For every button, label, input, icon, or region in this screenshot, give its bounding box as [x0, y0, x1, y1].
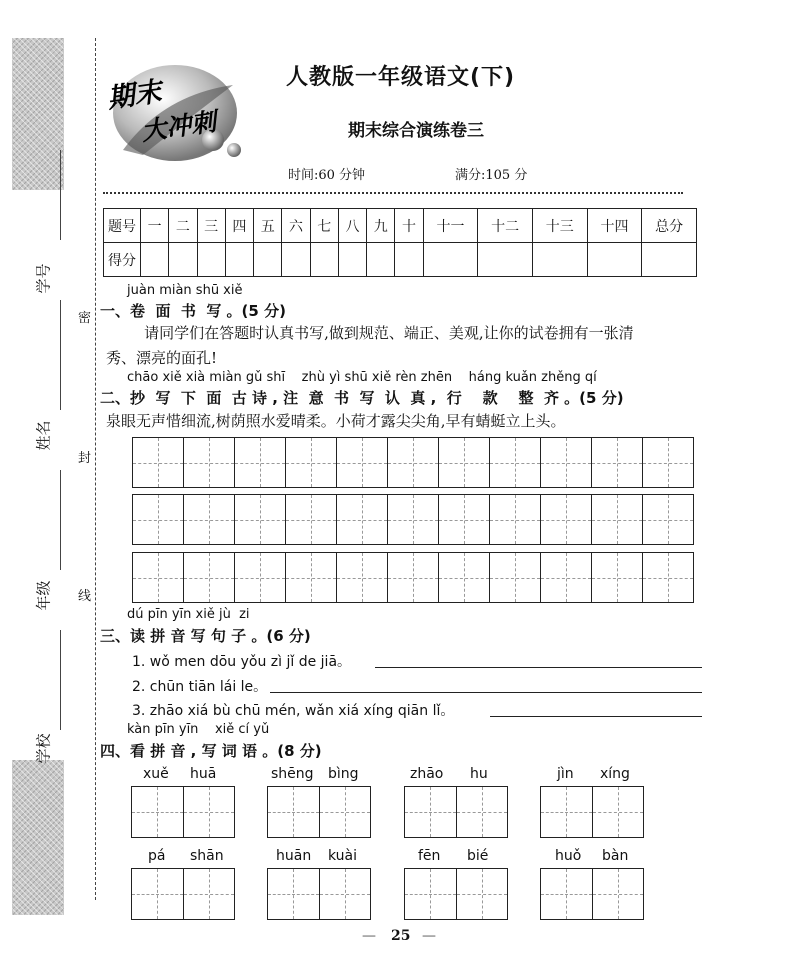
copy-grid-cell[interactable] [337, 553, 388, 602]
score-table-header-cell: 四 [225, 209, 253, 243]
copy-grid-row-1[interactable] [132, 437, 694, 488]
score-table-header-cell: 八 [338, 209, 366, 243]
copy-grid-cell[interactable] [541, 553, 592, 602]
word-box[interactable] [267, 868, 371, 920]
copy-grid-cell[interactable] [643, 553, 693, 602]
word-box[interactable] [540, 868, 644, 920]
grade-label: 年级 [34, 580, 53, 611]
word-pinyin: huān [276, 848, 312, 864]
copy-grid-cell[interactable] [337, 495, 388, 544]
word-pinyin: huǒ [555, 848, 582, 864]
score-input-cell[interactable] [282, 243, 310, 277]
score-table-score-label: 得分 [104, 243, 141, 277]
word-box[interactable] [404, 868, 508, 920]
s3-heading: 三、读 拼 音 写 句 子 。(6 分) [100, 627, 311, 645]
copy-grid-cell[interactable] [643, 495, 693, 544]
s3-answer-line-3[interactable] [490, 716, 702, 717]
word-cell[interactable] [405, 787, 457, 837]
exam-full-score: 满分:105 分 [455, 168, 528, 183]
copy-grid-cell[interactable] [286, 553, 337, 602]
sidebar-field-line [60, 150, 61, 240]
page-subtitle: 期末综合演练卷三 [348, 121, 484, 141]
score-input-cell[interactable] [423, 243, 478, 277]
copy-grid-cell[interactable] [286, 495, 337, 544]
score-table-header-cell: 总分 [642, 209, 697, 243]
word-pinyin: jìn [557, 766, 574, 782]
logo-text-line1: 期末 [105, 76, 164, 115]
score-table-header-cell: 十一 [423, 209, 478, 243]
score-input-cell[interactable] [141, 243, 169, 277]
score-table-header-cell: 十三 [532, 209, 587, 243]
copy-grid-cell[interactable] [388, 553, 439, 602]
word-cell[interactable] [405, 869, 457, 919]
copy-grid-cell[interactable] [541, 438, 592, 487]
school-label: 学校 [34, 733, 53, 764]
copy-grid-cell[interactable] [133, 438, 184, 487]
score-table-header-cell: 六 [282, 209, 310, 243]
s4-pinyin: kàn pīn yīn xiě cí yǔ [127, 722, 270, 737]
score-input-cell[interactable] [225, 243, 253, 277]
word-pinyin: hu [470, 766, 488, 782]
score-table-header-cell: 二 [169, 209, 197, 243]
score-table-header-cell: 一 [141, 209, 169, 243]
copy-grid-cell[interactable] [133, 495, 184, 544]
copy-grid-cell[interactable] [643, 438, 693, 487]
copy-grid-cell[interactable] [439, 553, 490, 602]
score-table-header-cell: 九 [367, 209, 395, 243]
score-input-cell[interactable] [310, 243, 338, 277]
seal-char-feng: 封 [78, 445, 91, 468]
score-input-cell[interactable] [254, 243, 282, 277]
word-pinyin: pá [148, 848, 166, 864]
s3-answer-line-1[interactable] [375, 667, 702, 668]
copy-grid-row-2[interactable] [132, 494, 694, 545]
copy-grid-cell[interactable] [235, 495, 286, 544]
footer-dash-right: — [422, 928, 436, 944]
word-box[interactable] [267, 786, 371, 838]
copy-grid-cell[interactable] [184, 553, 235, 602]
word-pinyin: bìng [328, 766, 359, 782]
s3-item-3: 3. zhāo xiá bù chū mén, wǎn xiá xíng qiān lǐ。 [132, 703, 455, 719]
word-pinyin: zhāo [410, 766, 444, 782]
logo-text-line2: 大冲刺 [139, 106, 218, 147]
word-cell[interactable] [541, 869, 593, 919]
copy-grid-cell[interactable] [490, 495, 541, 544]
copy-grid-row-3[interactable] [132, 552, 694, 603]
score-table-header-cell: 三 [197, 209, 225, 243]
s1-heading: 一、卷 面 书 写 。(5 分) [100, 302, 286, 320]
copy-grid-cell[interactable] [490, 553, 541, 602]
page-number: 25 [391, 928, 411, 944]
word-pinyin: kuài [328, 848, 358, 864]
copy-grid-cell[interactable] [286, 438, 337, 487]
word-cell[interactable] [541, 787, 593, 837]
score-input-cell[interactable] [395, 243, 423, 277]
page-title: 人教版一年级语文(下) [286, 65, 516, 90]
seal-char-mi: 密 [78, 305, 91, 328]
copy-grid-cell[interactable] [439, 438, 490, 487]
seal-line [95, 38, 96, 900]
score-input-cell[interactable] [532, 243, 587, 277]
copy-grid-cell[interactable] [235, 438, 286, 487]
s3-item-1: 1. wǒ men dōu yǒu zì jǐ de jiā。 [132, 654, 352, 670]
s2-pinyin: chāo xiě xià miàn gǔ shī zhù yì shū xiě rèn zhēn háng kuǎn zhěng qí [127, 370, 597, 385]
sidebar-field-line [60, 300, 61, 410]
score-table-header-cell: 十二 [478, 209, 533, 243]
score-input-cell[interactable] [197, 243, 225, 277]
word-cell[interactable] [132, 787, 184, 837]
score-input-cell[interactable] [642, 243, 697, 277]
word-cell[interactable] [457, 869, 508, 919]
score-table-header-row [104, 209, 697, 243]
name-label: 姓名 [34, 420, 53, 451]
score-table [103, 208, 697, 277]
score-input-cell[interactable] [338, 243, 366, 277]
s1-text-line1: 请同学们在答题时认真书写,做到规范、端正、美观,让你的试卷拥有一张清 [106, 324, 634, 342]
word-cell[interactable] [184, 869, 235, 919]
score-input-cell[interactable] [367, 243, 395, 277]
copy-grid-cell[interactable] [184, 495, 235, 544]
s3-pinyin: dú pīn yīn xiě jù zi [127, 607, 250, 622]
word-pinyin: fēn [418, 848, 441, 864]
s2-poem: 泉眼无声惜细流,树荫照水爱晴柔。小荷才露尖尖角,早有蜻蜓立上头。 [106, 412, 566, 430]
copy-grid-cell[interactable] [337, 438, 388, 487]
word-box[interactable] [540, 786, 644, 838]
sidebar-pattern-top [12, 38, 64, 190]
word-pinyin: bié [467, 848, 489, 864]
word-pinyin: xuě [143, 766, 169, 782]
score-table-header-cell: 题号 [104, 209, 141, 243]
sidebar-field-line [60, 630, 61, 730]
score-input-cell[interactable] [587, 243, 642, 277]
header-divider [103, 192, 683, 194]
word-cell[interactable] [268, 869, 320, 919]
copy-grid-cell[interactable] [388, 495, 439, 544]
word-pinyin: xíng [600, 766, 630, 782]
copy-grid-cell[interactable] [388, 438, 439, 487]
score-table-header-cell: 七 [310, 209, 338, 243]
score-input-cell[interactable] [478, 243, 533, 277]
copy-grid-cell[interactable] [439, 495, 490, 544]
s3-item-2: 2. chūn tiān lái le。 [132, 679, 268, 695]
s4-heading: 四、看 拼 音 , 写 词 语 。(8 分) [100, 742, 322, 760]
word-cell[interactable] [320, 787, 371, 837]
word-cell[interactable] [593, 787, 644, 837]
sidebar-pattern-bottom [12, 760, 64, 915]
word-box[interactable] [131, 868, 235, 920]
word-cell[interactable] [320, 869, 371, 919]
copy-grid-cell[interactable] [235, 553, 286, 602]
word-pinyin: shān [190, 848, 224, 864]
copy-grid-cell[interactable] [184, 438, 235, 487]
copy-grid-cell[interactable] [490, 438, 541, 487]
exam-time: 时间:60 分钟 [288, 168, 366, 183]
word-cell[interactable] [184, 787, 235, 837]
copy-grid-cell[interactable] [592, 438, 643, 487]
sidebar-field-line [60, 470, 61, 570]
word-pinyin: huā [190, 766, 217, 782]
s1-text-line2: 秀、漂亮的面孔! [106, 349, 218, 367]
score-table-header-cell: 五 [254, 209, 282, 243]
seal-char-xian: 线 [78, 583, 91, 606]
score-table-score-row [104, 243, 697, 277]
word-box[interactable] [131, 786, 235, 838]
student-id-label: 学号 [34, 263, 53, 294]
word-box[interactable] [404, 786, 508, 838]
score-table-header-cell: 十 [395, 209, 423, 243]
copy-grid-cell[interactable] [133, 553, 184, 602]
copy-grid-cell[interactable] [592, 553, 643, 602]
word-cell[interactable] [132, 869, 184, 919]
logo [103, 55, 258, 165]
score-table-header-cell: 十四 [587, 209, 642, 243]
word-cell[interactable] [268, 787, 320, 837]
copy-grid-cell[interactable] [592, 495, 643, 544]
s2-heading: 二、抄 写 下 面 古 诗 , 注 意 书 写 认 真 , 行 款 整 齐 。(5 分) [100, 389, 624, 407]
word-pinyin: shēng [271, 766, 314, 782]
s3-answer-line-2[interactable] [270, 692, 702, 693]
copy-grid-cell[interactable] [541, 495, 592, 544]
word-cell[interactable] [457, 787, 508, 837]
word-pinyin: bàn [602, 848, 629, 864]
word-cell[interactable] [593, 869, 644, 919]
score-input-cell[interactable] [169, 243, 197, 277]
s1-pinyin: juàn miàn shū xiě [127, 283, 243, 298]
footer-dash-left: — [362, 928, 376, 944]
